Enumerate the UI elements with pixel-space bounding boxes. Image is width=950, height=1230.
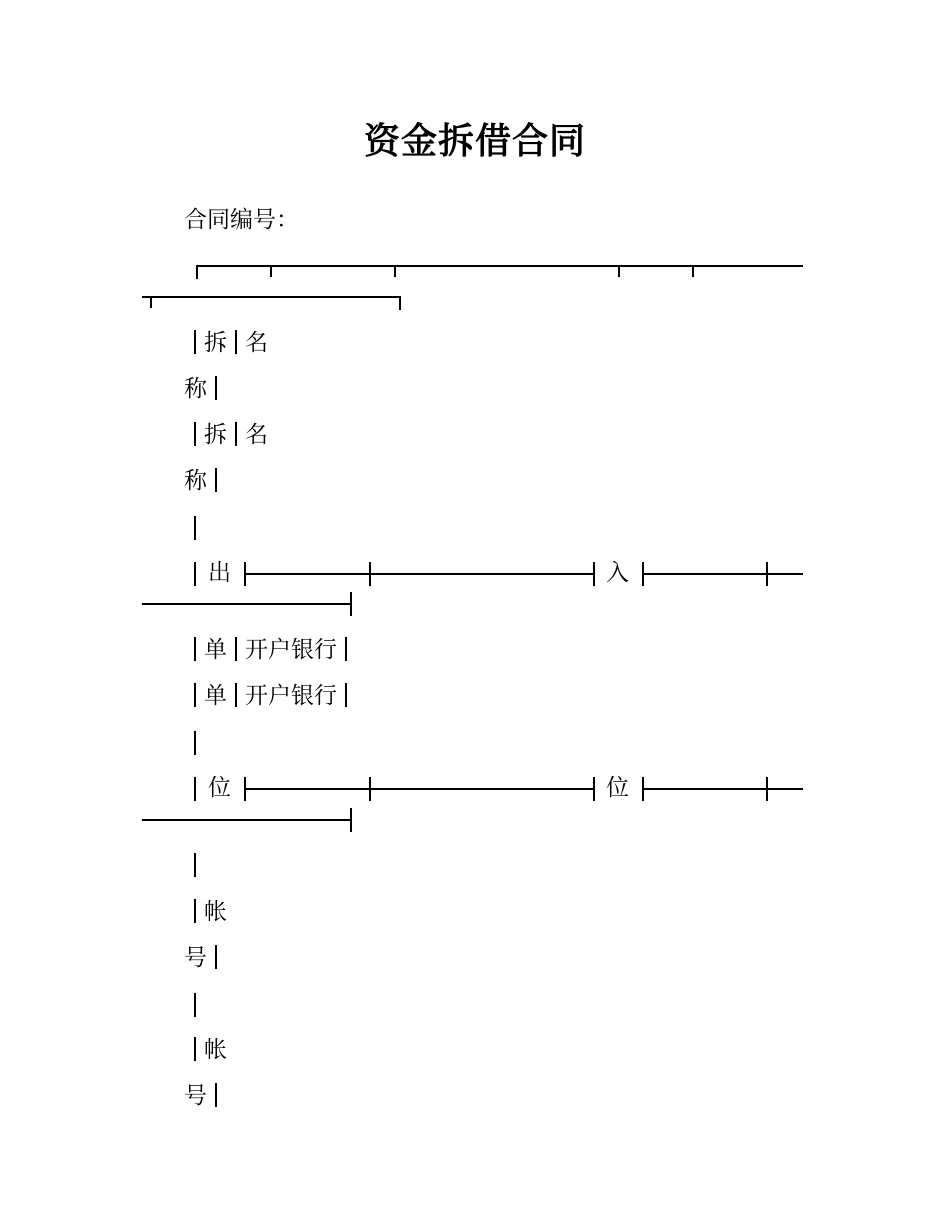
table-vertical-bar bbox=[194, 516, 196, 540]
account-suffix-row-2 bbox=[184, 1081, 217, 1111]
account-suffix-2: 号 bbox=[184, 1083, 207, 1109]
account-label-1: 帐 bbox=[204, 899, 227, 925]
lender-label-b: 名 bbox=[245, 330, 268, 356]
borrower-name-row bbox=[184, 420, 268, 450]
table-vertical-bar-3 bbox=[194, 853, 196, 877]
borrower-label-b: 名 bbox=[245, 422, 268, 448]
account-row-2 bbox=[184, 1035, 227, 1065]
table-vertical-bar-2 bbox=[194, 731, 196, 755]
position-label-2: 位 bbox=[606, 775, 629, 801]
lender-name-row bbox=[184, 328, 268, 358]
in-label: 入 bbox=[606, 560, 629, 586]
name-suffix: 称 bbox=[184, 376, 207, 402]
bank-label-2: 开户银行 bbox=[245, 683, 337, 709]
unit-label-1: 单 bbox=[204, 637, 227, 663]
borrower-label-a: 拆 bbox=[204, 422, 227, 448]
account-suffix-1: 号 bbox=[184, 945, 207, 971]
lender-name-suffix-row bbox=[184, 374, 217, 404]
borrower-name-suffix-row bbox=[184, 466, 217, 496]
out-label: 出 bbox=[208, 560, 231, 586]
name-suffix-2: 称 bbox=[184, 468, 207, 494]
position-label-1: 位 bbox=[208, 775, 231, 801]
lender-label-a: 拆 bbox=[204, 330, 227, 356]
unit-label-2: 单 bbox=[204, 683, 227, 709]
page-title: 资金拆借合同 bbox=[363, 121, 586, 162]
unit-bank-row-2 bbox=[184, 681, 355, 711]
account-label-2: 帐 bbox=[204, 1037, 227, 1063]
account-suffix-row-1 bbox=[184, 943, 217, 973]
bank-label-1: 开户银行 bbox=[245, 637, 337, 663]
contract-number-label: 合同编号： bbox=[184, 207, 299, 233]
table-vertical-bar-4 bbox=[194, 993, 196, 1017]
unit-bank-row-1 bbox=[184, 635, 355, 665]
account-row-1 bbox=[184, 897, 227, 927]
